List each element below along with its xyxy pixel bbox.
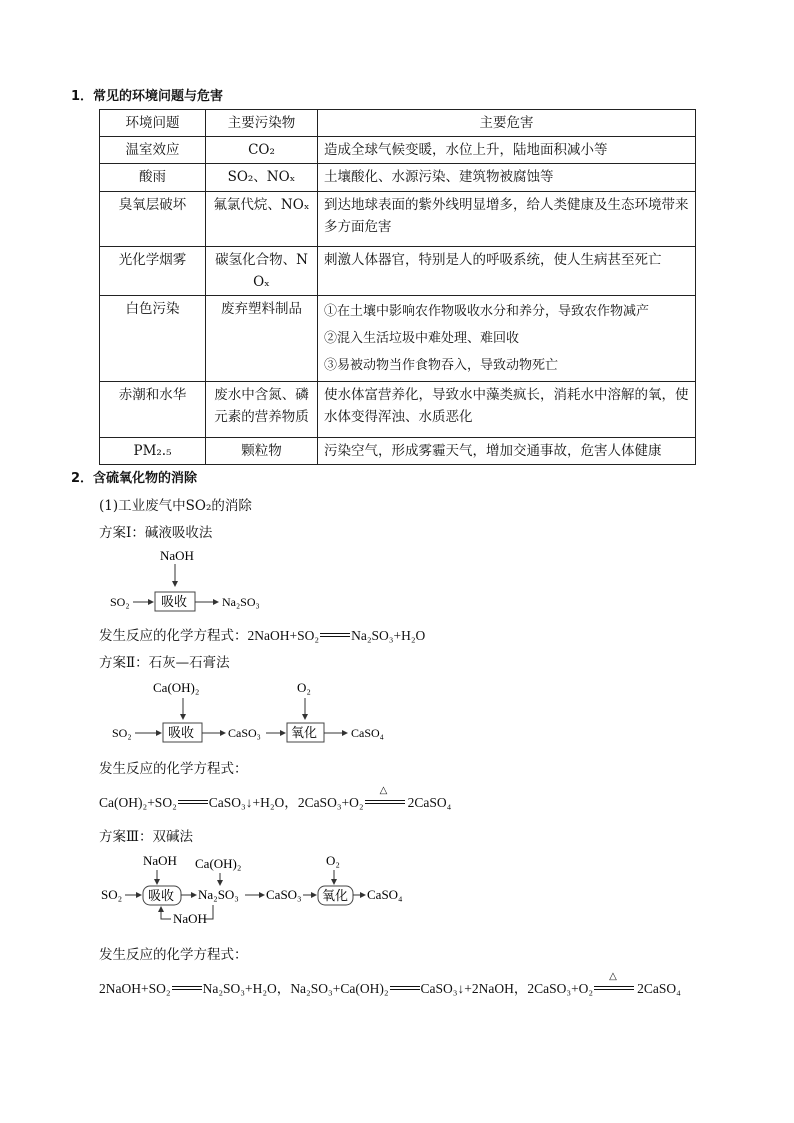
plan2-mid: CaSO₃	[228, 726, 261, 740]
plan2-equation-line	[99, 785, 452, 811]
pollutant-cell: SO₂、NOₓ	[206, 164, 318, 192]
plan3-step2: 氧化	[322, 888, 349, 903]
plan3-product: CaSO₄	[367, 887, 403, 902]
section1-title: 1．常见的环境问题与危害	[71, 89, 224, 104]
eq-left: 2CaSO₃+O₂	[297, 795, 364, 810]
environment-problems-table	[99, 109, 696, 465]
harm-line: ②混入生活垃圾中难处理、难回收	[324, 331, 520, 346]
heat-condition	[364, 785, 408, 811]
plan2-step1: 吸收	[168, 725, 195, 740]
harm-cell	[318, 296, 696, 382]
plan1-step: 吸收	[161, 594, 188, 609]
table-row	[100, 382, 696, 438]
table-header: 主要污染物	[206, 110, 318, 137]
plan3-input: SO₂	[101, 887, 123, 902]
harm-cell: 刺激人体器官，特别是人的呼吸系统，使人生病甚至死亡	[318, 247, 696, 296]
plan2-step2: 氧化	[291, 725, 318, 740]
plan3-reagent3: O₂	[326, 853, 340, 868]
harm-cell: 污染空气，形成雾霾天气，增加交通事故，危害人体健康	[318, 438, 696, 465]
table-header: 主要危害	[318, 110, 696, 137]
table-header: 环境问题	[100, 110, 206, 137]
heat-icon: △	[609, 971, 617, 982]
equals-sign-icon	[390, 986, 420, 990]
section2-subtitle: (1)工业废气中SO₂的消除	[99, 498, 252, 514]
table-row	[100, 137, 696, 164]
heat-icon: △	[379, 785, 388, 796]
plan1-title: 方案Ⅰ：碱液吸收法	[99, 525, 213, 541]
problem-cell: 赤潮和水华	[100, 382, 206, 438]
table-row	[100, 192, 696, 247]
pollutant-cell: 碳氢化合物、NOₓ	[206, 247, 318, 296]
harm-cell: 使水体富营养化，导致水中藻类疯长，消耗水中溶解的氧，使水体变得浑浊、水质恶化	[318, 382, 696, 438]
plan2-reagent1: Ca(OH)₂	[153, 680, 200, 695]
plan3-reagent1: NaOH	[143, 853, 177, 868]
harm-line: ③易被动物当作食物吞入，导致动物死亡	[324, 358, 559, 373]
pollutant-cell: 废弃塑料制品	[206, 296, 318, 382]
pollutant-cell: 氟氯代烷、NOₓ	[206, 192, 318, 247]
plan1-input: SO₂	[110, 595, 130, 609]
problem-cell: 白色污染	[100, 296, 206, 382]
pollutant-cell: 颗粒物	[206, 438, 318, 465]
section2-title: 2．含硫氧化物的消除	[71, 471, 198, 486]
eq-right: CaSO₃↓+H₂O，	[208, 795, 298, 810]
arrow-up-icon	[161, 907, 171, 919]
table-row	[100, 247, 696, 296]
eq-right: Na₂SO₃+H₂O，	[202, 981, 291, 996]
plan2-reagent2: O₂	[297, 680, 311, 695]
table-row	[100, 438, 696, 465]
equals-sign-icon	[365, 800, 405, 804]
plan2-equation-label: 发生反应的化学方程式：	[99, 761, 248, 777]
plan1-flow-diagram	[105, 546, 285, 612]
eq-left: Ca(OH)₂+SO₂	[99, 795, 177, 810]
eq-right: 2CaSO₄	[407, 795, 452, 810]
plan1-equation-line	[99, 624, 425, 644]
harm-cell: 土壤酸化、水源污染、建筑物被腐蚀等	[318, 164, 696, 192]
equals-sign-icon	[320, 633, 350, 637]
table-row	[100, 164, 696, 192]
harm-cell: 到达地球表面的紫外线明显增多，给人类健康及生态环境带来多方面危害	[318, 192, 696, 247]
harm-cell: 造成全球气候变暖，水位上升，陆地面积减小等	[318, 137, 696, 164]
pollutant-cell: CO₂	[206, 137, 318, 164]
plan3-step1: 吸收	[148, 888, 175, 903]
plan3-title: 方案Ⅲ：双碱法	[99, 829, 194, 845]
plan2-title: 方案Ⅱ：石灰—石膏法	[99, 655, 230, 671]
equals-sign-icon	[178, 800, 208, 804]
table-header-row	[100, 110, 696, 137]
equation-label: 发生反应的化学方程式：	[99, 628, 248, 644]
eq-left: 2CaSO₃+O₂	[527, 981, 594, 996]
problem-cell: 酸雨	[100, 164, 206, 192]
equals-sign-icon	[172, 986, 202, 990]
plan2-product: CaSO₄	[351, 726, 384, 740]
problem-cell: 温室效应	[100, 137, 206, 164]
eq-left: 2NaOH+SO₂	[99, 981, 171, 996]
plan3-mid1: Na₂SO₃	[198, 887, 239, 902]
plan3-equation-line	[99, 971, 681, 997]
eq-left: 2NaOH+SO₂	[247, 628, 320, 643]
plan2-flow-diagram	[105, 676, 405, 746]
equals-sign-icon	[594, 986, 634, 990]
plan3-recycle: NaOH	[173, 911, 207, 926]
plan3-reagent2: Ca(OH)₂	[195, 856, 242, 871]
table-row	[100, 296, 696, 382]
problem-cell: PM₂.₅	[100, 438, 206, 465]
eq-right: Na₂SO₃+H₂O	[351, 628, 426, 643]
problem-cell: 光化学烟雾	[100, 247, 206, 296]
eq-right: 2CaSO₄	[637, 981, 681, 996]
plan3-equation-label: 发生反应的化学方程式：	[99, 947, 248, 963]
plan3-mid2: CaSO₃	[266, 887, 302, 902]
eq-right: CaSO₃↓+2NaOH，	[420, 981, 528, 996]
plan1-reagent: NaOH	[160, 548, 194, 563]
plan3-flow-diagram	[95, 850, 425, 932]
eq-left: Na₂SO₃+Ca(OH)₂	[290, 981, 389, 996]
harm-line: ①在土壤中影响农作物吸收水分和养分，导致农作物减产	[324, 304, 650, 319]
pollutant-cell: 废水中含氮、磷元素的营养物质	[206, 382, 318, 438]
heat-condition	[593, 971, 637, 997]
plan2-input: SO₂	[112, 726, 132, 740]
plan1-product: Na₂SO₃	[222, 595, 260, 609]
problem-cell: 臭氧层破坏	[100, 192, 206, 247]
